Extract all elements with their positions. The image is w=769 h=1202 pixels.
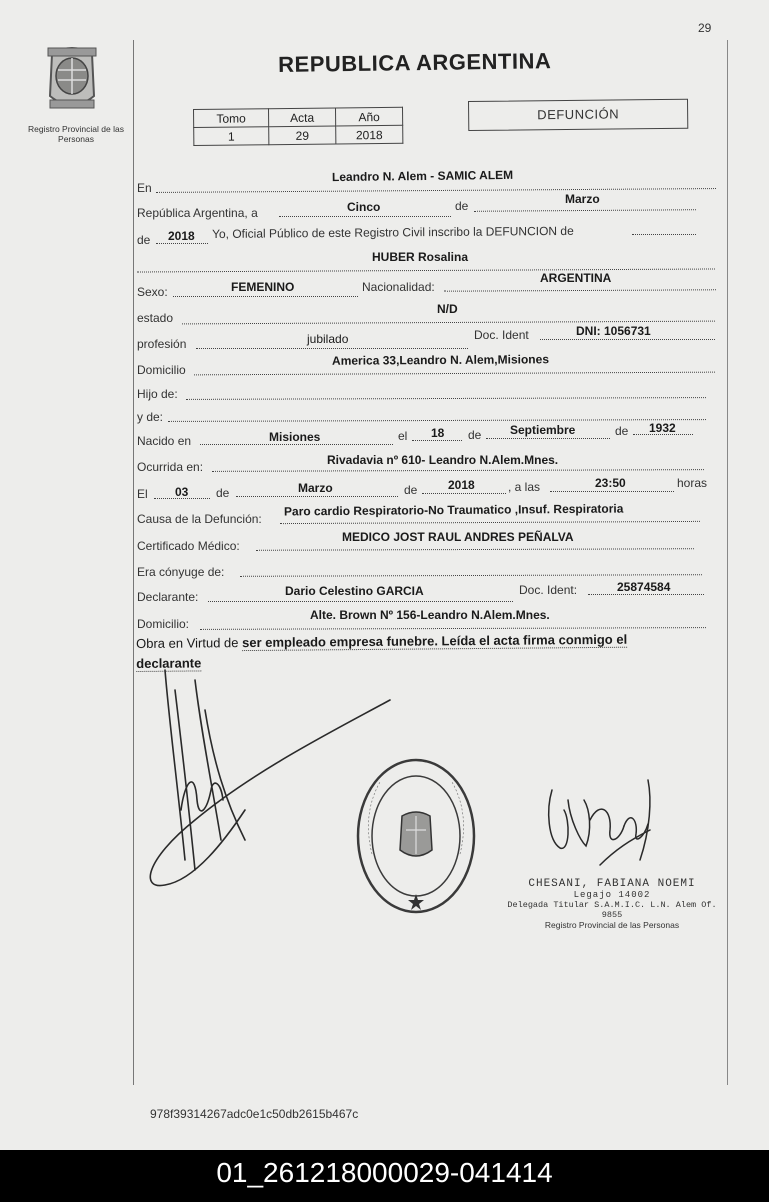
dotted-line	[168, 419, 706, 422]
obra-end: declarante	[136, 655, 202, 671]
causa-label: Causa de la Defunción:	[137, 512, 262, 526]
yo-text: Yo, Oficial Público de este Registro Civil inscribo la DEFUNCION de	[212, 223, 574, 241]
republica-label: República Argentina, a	[137, 206, 258, 220]
dotted-line	[280, 521, 700, 524]
tomo-acta-table	[193, 107, 403, 146]
en-label: En	[137, 181, 152, 195]
dotted-line	[279, 216, 451, 217]
dotted-line	[156, 243, 208, 244]
nacido-label: Nacido en	[137, 434, 192, 448]
de-label: de	[468, 428, 482, 442]
dotted-line	[486, 438, 610, 439]
el-label: el	[398, 429, 408, 443]
sexo-value: FEMENINO	[231, 280, 295, 294]
place-value: Leandro N. Alem - SAMIC ALEM	[331, 167, 514, 185]
dotted-line	[474, 209, 696, 212]
birth-day: 18	[431, 426, 445, 440]
estado-label: estado	[137, 311, 174, 325]
domicilio-label: Domicilio	[137, 363, 186, 377]
dotted-line	[422, 493, 506, 494]
y-de-label: y de:	[137, 410, 164, 424]
dotted-line	[173, 296, 358, 297]
registry-name: Registro Provincial de las Personas	[28, 124, 124, 144]
declarante-value: Dario Celestino GARCIA	[285, 584, 424, 598]
dotted-line	[186, 397, 706, 400]
dotted-line	[588, 594, 704, 595]
document-hash: 978f39314267adc0e1c50db2615b467c	[150, 1107, 359, 1121]
profesion-label: profesión	[137, 337, 187, 351]
document-type-box: DEFUNCIÓN	[468, 99, 688, 131]
domicilio-value: America 33,Leandro N. Alem,Misiones	[331, 352, 550, 368]
de-label: de	[137, 233, 151, 247]
official-delegation: Delegada Titular S.A.M.I.C. L.N. Alem Of. 9855	[507, 900, 717, 920]
tomo-header: Tomo	[194, 109, 269, 128]
dotted-line	[412, 440, 462, 441]
de-label: de	[615, 424, 629, 438]
dotted-line	[256, 548, 694, 551]
declarante-domicilio-label: Domicilio:	[137, 617, 190, 631]
a-las-label: , a las	[508, 480, 541, 494]
death-day: 03	[175, 485, 189, 499]
estado-value: N/D	[437, 302, 458, 316]
province-crest-icon	[40, 40, 104, 116]
deceased-name: HUBER Rosalina	[372, 250, 469, 264]
nacionalidad-value: ARGENTINA	[540, 271, 612, 285]
dotted-line	[156, 188, 716, 193]
official-stamp	[498, 878, 726, 930]
obra-prefix: Obra en Virtud de	[136, 635, 239, 651]
official-registry: Registro Provincial de las Personas	[544, 920, 680, 930]
birth-month: Septiembre	[510, 423, 576, 437]
declarante-doc-value: 25874584	[617, 580, 671, 594]
dotted-line	[236, 496, 398, 497]
official-legajo: Legajo 14002	[573, 890, 651, 900]
dotted-line	[540, 339, 715, 340]
anio-header: Año	[335, 107, 402, 126]
death-year: 2018	[448, 478, 475, 492]
horas-label: horas	[677, 476, 708, 490]
hijo-de-label: Hijo de:	[137, 387, 178, 401]
certificado-label: Certificado Médico:	[137, 539, 240, 553]
doc-ident-label: Doc. Ident	[474, 328, 529, 342]
ocurrida-label: Ocurrida en:	[137, 460, 204, 474]
certificado-value: MEDICO JOST RAUL ANDRES PEÑALVA	[342, 530, 574, 544]
declarante-doc-label: Doc. Ident:	[519, 583, 578, 597]
el-label: El	[137, 487, 148, 501]
declarante-domicilio-value: Alte. Brown Nº 156-Leandro N.Alem.Mnes.	[310, 608, 550, 622]
sexo-label: Sexo:	[137, 285, 168, 299]
dotted-line	[444, 289, 716, 291]
declarante-label: Declarante:	[137, 590, 199, 604]
dotted-line	[200, 444, 393, 445]
profesion-value: jubilado	[307, 332, 349, 346]
doc-ident-value: DNI: 1056731	[576, 324, 651, 338]
file-id: 01_261218000029-041414	[216, 1157, 553, 1188]
acta-value: 29	[269, 126, 336, 145]
official-signature	[540, 770, 665, 875]
death-time: 23:50	[595, 476, 626, 490]
month-value: Marzo	[565, 192, 600, 206]
acta-header: Acta	[269, 108, 336, 127]
ocurrida-value: Rivadavia nº 610- Leandro N.Alem.Mnes.	[327, 453, 559, 467]
dotted-line	[240, 574, 702, 577]
official-name: CHESANI, FABIANA NOEMI	[528, 878, 696, 890]
de-label: de	[404, 483, 418, 497]
dotted-line	[196, 348, 468, 349]
official-seal	[352, 754, 480, 918]
right-margin-line	[727, 40, 728, 1085]
dotted-line	[194, 372, 715, 376]
dotted-line	[212, 469, 704, 472]
tomo-value: 1	[194, 127, 269, 146]
birth-year: 1932	[649, 421, 676, 435]
dotted-line	[137, 268, 715, 272]
anio-value: 2018	[336, 125, 403, 144]
de-label: de	[455, 199, 469, 213]
dotted-line	[550, 491, 674, 492]
file-id-bar	[0, 1150, 769, 1202]
day-value: Cinco	[347, 200, 381, 214]
page-title: REPUBLICA ARGENTINA	[278, 48, 552, 77]
nacionalidad-label: Nacionalidad:	[362, 280, 435, 294]
causa-value: Paro cardio Respiratorio-No Traumatico ,Insuf. Respiratoria	[283, 501, 624, 519]
year-value: 2018	[168, 229, 195, 243]
left-margin-line	[133, 40, 134, 1085]
nacido-value: Misiones	[269, 430, 321, 444]
dotted-line	[208, 601, 513, 602]
page-number: 29	[698, 21, 712, 35]
death-month: Marzo	[298, 481, 333, 495]
conyuge-label: Era cónyuge de:	[137, 565, 225, 579]
dotted-line	[632, 234, 696, 235]
de-label: de	[216, 486, 230, 500]
obra-text: ser empleado empresa funebre. Leída el acta firma conmigo el	[242, 631, 628, 651]
